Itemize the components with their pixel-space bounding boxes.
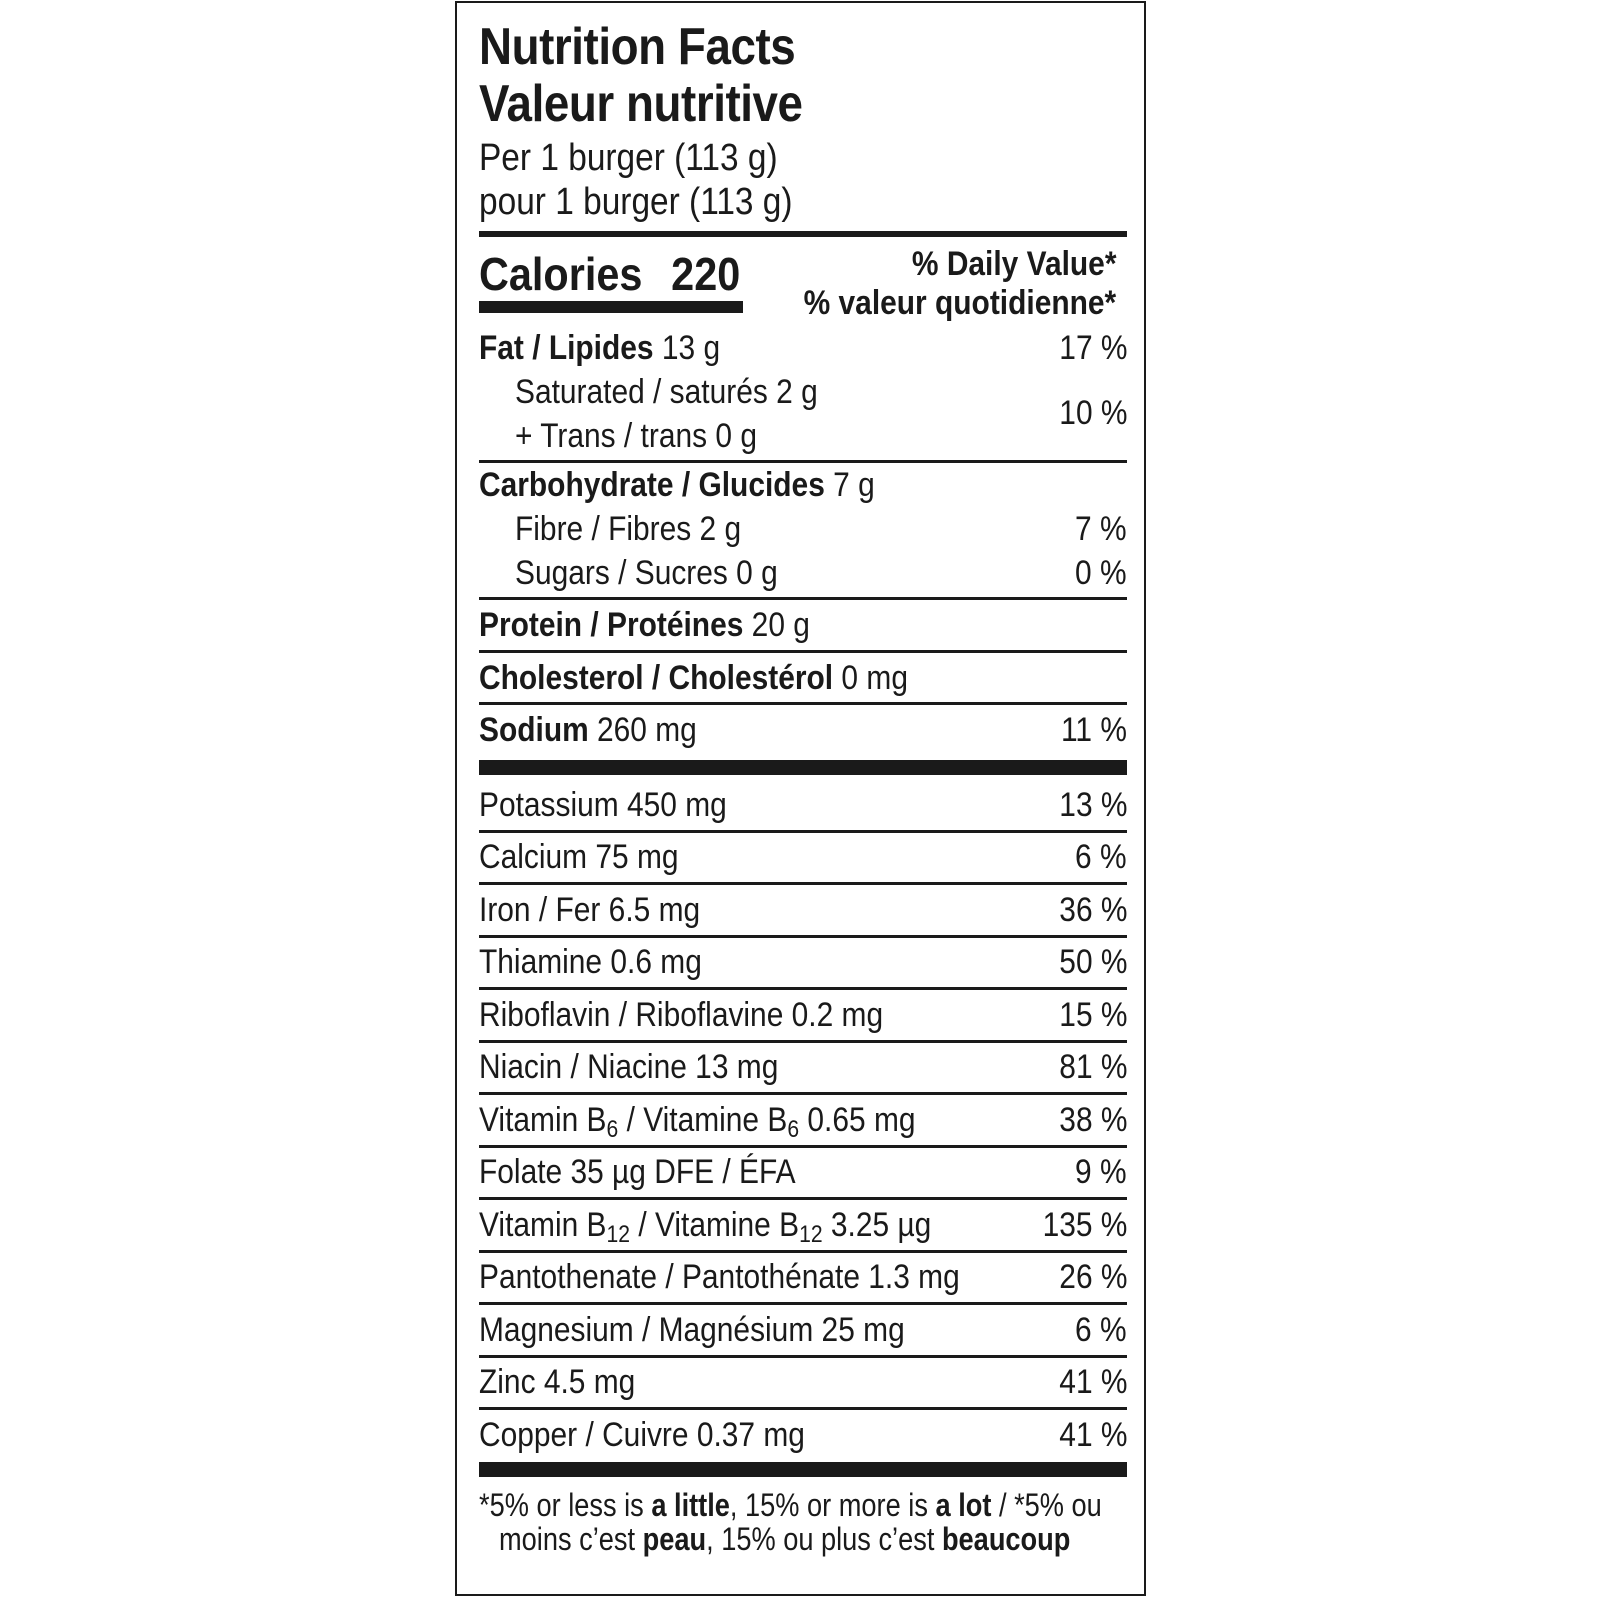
nutrient-row-potassium: Potassium 450 mg 13 % <box>479 786 1127 824</box>
nutrient-row-pantothenate: Pantothenate / Pantothénate 1.3 mg 26 % <box>479 1258 1127 1296</box>
divider <box>479 1040 1127 1043</box>
nutrient-row-protein: Protein / Protéines 20 g <box>479 606 810 644</box>
divider <box>479 597 1127 600</box>
nutrient-row-trans: + Trans / trans 0 g <box>515 417 757 455</box>
nutrient-row-carbohydrate: Carbohydrate / Glucides 7 g <box>479 466 875 504</box>
divider-thick <box>479 231 1127 237</box>
nutrient-row-riboflavin: Riboflavin / Riboflavine 0.2 mg 15 % <box>479 996 1127 1034</box>
divider <box>479 830 1127 833</box>
nutrient-row-zinc: Zinc 4.5 mg 41 % <box>479 1363 1127 1401</box>
serving-size-fr: pour 1 burger (113 g) <box>479 181 793 223</box>
divider <box>479 1197 1127 1200</box>
divider <box>479 1407 1127 1410</box>
divider <box>479 1302 1127 1305</box>
divider <box>479 702 1127 705</box>
nutrient-row-fat: Fat / Lipides 13 g 17 % <box>479 329 1127 367</box>
footnote-line-1: *5% or less is a little, 15% or more is a lot / *5% ou <box>479 1487 1102 1523</box>
divider <box>479 987 1127 990</box>
nutrient-row-thiamine: Thiamine 0.6 mg 50 % <box>479 943 1127 981</box>
nutrient-row-niacin: Niacin / Niacine 13 mg 81 % <box>479 1048 1127 1086</box>
nutrition-facts-label <box>455 1 1146 1596</box>
divider <box>479 1355 1127 1358</box>
nutrient-row-folate: Folate 35 µg DFE / ÉFA 9 % <box>479 1153 1127 1191</box>
nutrient-row-vitamin-b6: Vitamin $B_6$ / Vitamine $B_6$ 0.65 mg 38 % <box>479 1101 1127 1143</box>
divider-thick <box>479 760 1127 775</box>
nutrient-row-fibre: Fibre / Fibres 2 g 7 % <box>515 510 1127 548</box>
calories-underline <box>479 301 743 313</box>
nutrient-row-iron: Iron / Fer 6.5 mg 36 % <box>479 891 1127 929</box>
divider-thick <box>479 1462 1127 1477</box>
title-en: Nutrition Facts <box>479 18 796 76</box>
nutrient-row-sat-trans-pct: 10 % <box>1058 394 1127 432</box>
calories-value: 220 <box>671 248 741 300</box>
divider <box>479 1145 1127 1148</box>
divider <box>479 1250 1127 1253</box>
divider <box>479 1092 1127 1095</box>
nutrient-row-magnesium: Magnesium / Magnésium 25 mg 6 % <box>479 1311 1127 1349</box>
nutrient-row-cholesterol: Cholesterol / Cholestérol 0 mg <box>479 659 908 697</box>
footnote-line-2: moins c’est peau, 15% ou plus c’est beaucoup <box>499 1521 1071 1557</box>
calories <box>479 249 740 299</box>
daily-value-header-en: % Daily Value* <box>911 245 1116 283</box>
divider <box>479 882 1127 885</box>
daily-value-header-fr: % valeur quotidienne* <box>803 284 1116 322</box>
nutrient-row-copper: Copper / Cuivre 0.37 mg 41 % <box>479 1416 1127 1454</box>
title-fr: Valeur nutritive <box>479 75 803 133</box>
serving-size-en: Per 1 burger (113 g) <box>479 137 778 179</box>
nutrient-row-sodium: Sodium 260 mg 11 % <box>479 711 1127 749</box>
nutrient-row-vitamin-b12: Vitamin $B_{12}$ / Vitamine $B_{12}$ 3.25 µg 135 % <box>479 1206 1127 1248</box>
divider <box>479 650 1127 653</box>
nutrient-row-sugars: Sugars / Sucres 0 g 0 % <box>515 554 1127 592</box>
divider <box>479 935 1127 938</box>
calories-label: Calories <box>479 248 643 300</box>
nutrient-row-calcium: Calcium 75 mg 6 % <box>479 838 1127 876</box>
nutrient-row-saturated: Saturated / saturés 2 g <box>515 373 818 411</box>
